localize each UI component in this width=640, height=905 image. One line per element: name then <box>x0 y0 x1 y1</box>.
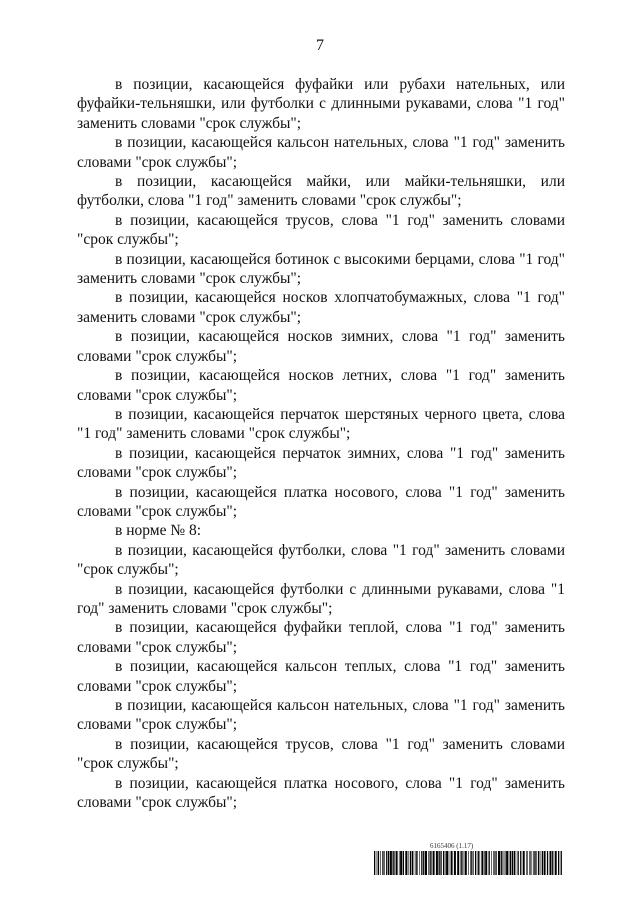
paragraph: в позиции, касающейся ботинок с высокими берцами, слова "1 год" заменить словами "срок службы"; <box>77 250 565 288</box>
paragraph: в позиции, касающейся трусов, слова "1 год" заменить словами "срок службы"; <box>77 211 565 249</box>
paragraph: в позиции, касающейся перчаток шерстяных черного цвета, слова "1 год" заменить словами "срок службы"; <box>77 405 565 443</box>
page-number: 7 <box>316 37 324 54</box>
paragraph: в позиции, касающейся носков летних, слова "1 год" заменить словами "срок службы"; <box>77 367 565 404</box>
paragraph: в позиции, касающейся фуфайки теплой, слова "1 год" заменить словами "срок службы"; <box>77 619 565 656</box>
paragraph: в позиции, касающейся кальсон теплых, слова "1 год" заменить словами "срок службы"; <box>77 658 565 695</box>
barcode-icon <box>374 851 564 875</box>
paragraph: в позиции, касающейся платка носового, слова "1 год" заменить словами "срок службы"; <box>77 483 565 520</box>
paragraph: в позиции, касающейся кальсон нательных, слова "1 год" заменить словами "срок службы"; <box>77 697 565 734</box>
paragraph: в позиции, касающейся футболки, слова "1 год" заменить словами "срок службы"; <box>77 541 565 579</box>
paragraph: в позиции, касающейся кальсон нательных, слова "1 год" заменить словами "срок службы"; <box>77 134 565 171</box>
section-heading: в норме № 8: <box>115 522 202 540</box>
paragraph: в позиции, касающейся носков зимних, слова "1 год" заменить словами "срок службы"; <box>77 328 565 365</box>
paragraph: в позиции, касающейся перчаток зимних, слова "1 год" заменить словами "срок службы"; <box>77 444 565 482</box>
paragraph: в позиции, касающейся футболки с длинными рукавами, слова "1 год" заменить словами "срок службы"; <box>77 580 565 617</box>
document-body <box>77 75 565 812</box>
paragraph: в позиции, касающейся трусов, слова "1 год" заменить словами "срок службы"; <box>77 735 565 773</box>
paragraph: в позиции, касающейся носков хлопчатобумажных, слова "1 год" заменить словами "срок службы"; <box>77 289 565 326</box>
document-code: 6165406 (1.17) <box>430 842 474 850</box>
paragraph: в позиции, касающейся фуфайки или рубахи нательных, или фуфайки-тельняшки, или футболки с длинными рукавами, слова "1 год" заменить словами "срок службы"; <box>77 76 565 132</box>
paragraph: в позиции, касающейся майки, или майки-тельняшки, или футболки, слова "1 год" заменить словами "срок службы"; <box>77 173 565 210</box>
paragraph: в позиции, касающейся платка носового, слова "1 год" заменить словами "срок службы"; <box>77 774 565 812</box>
